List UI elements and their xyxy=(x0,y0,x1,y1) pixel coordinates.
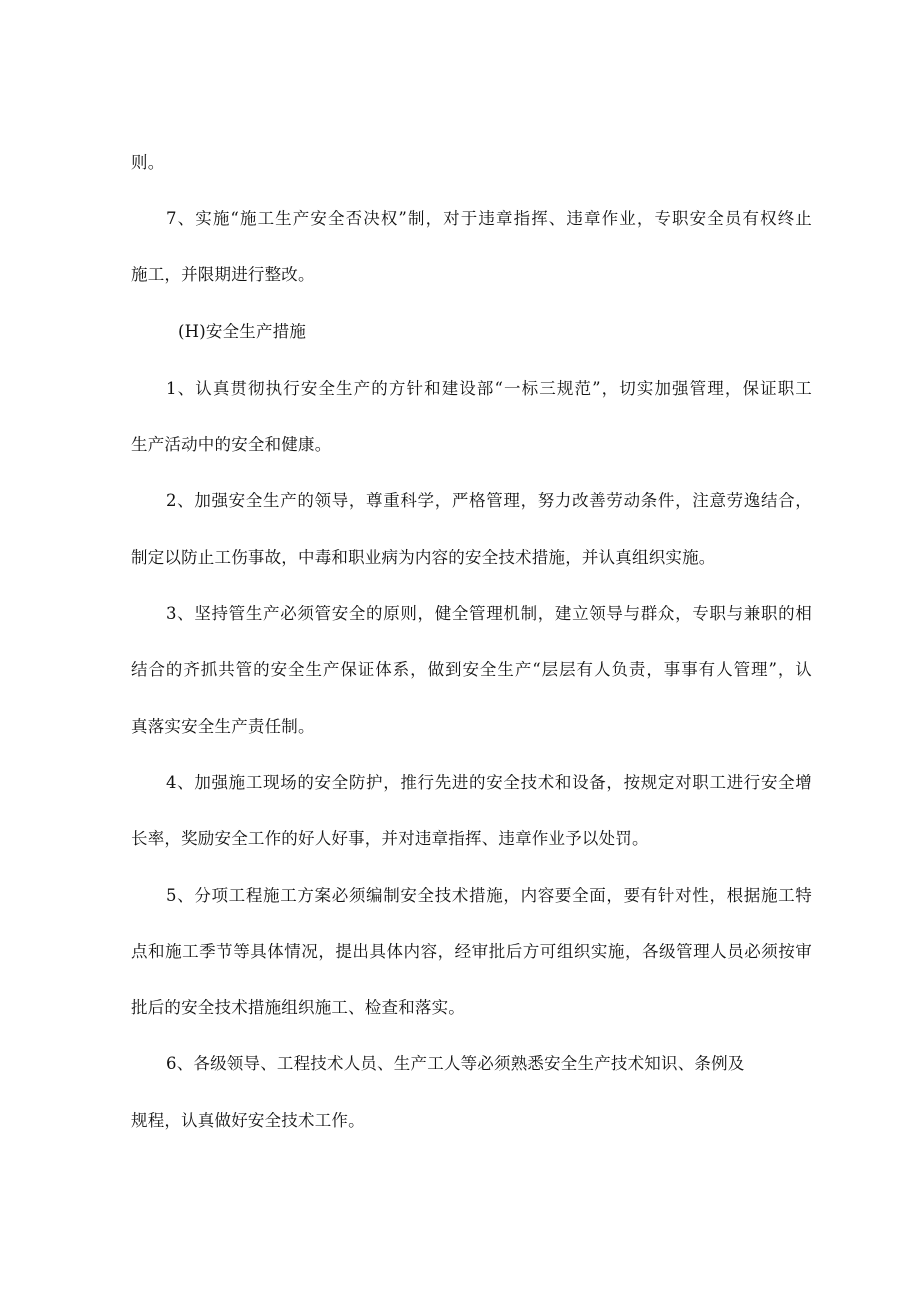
text-line-16: 批后的安全技术措施组织施工、检查和落实。 xyxy=(131,998,465,1017)
text-line-9: 3、坚持管生产必须管安全的原则，健全管理机制，建立领导与群众，专职与兼职的相 xyxy=(166,604,812,623)
text-line-8: 制定以防止工伤事故，中毒和职业病为内容的安全技术措施，并认真组织实施。 xyxy=(131,548,716,567)
text-line-15: 点和施工季节等具体情况，提出具体内容，经审批后方可组织实施，各级管理人员必须按审 xyxy=(131,942,812,961)
text-line-1: 则。 xyxy=(131,153,165,172)
text-line-6: 生产活动中的安全和健康。 xyxy=(131,435,332,454)
text-line-5: 1、认真贯彻执行安全生产的方针和建设部“一标三规范”，切实加强管理，保证职工 xyxy=(166,379,812,398)
text-line-7: 2、加强安全生产的领导，尊重科学，严格管理，努力改善劳动条件，注意劳逸结合， xyxy=(166,491,812,510)
text-line-11: 真落实安全生产责任制。 xyxy=(131,717,315,736)
text-line-18: 规程，认真做好安全技术工作。 xyxy=(131,1111,365,1130)
text-line-17: 6、各级领导、工程技术人员、生产工人等必须熟悉安全生产技术知识、条例及 xyxy=(166,1054,745,1073)
text-line-10: 结合的齐抓共管的安全生产保证体系，做到安全生产“层层有人负责，事事有人管理”，认 xyxy=(131,660,812,679)
section-heading: (H)安全生产措施 xyxy=(178,322,307,341)
text-line-13: 长率，奖励安全工作的好人好事，并对违章指挥、违章作业予以处罚。 xyxy=(131,829,649,848)
text-line-14: 5、分项工程施工方案必须编制安全技术措施，内容要全面，要有针对性，根据施工特 xyxy=(166,886,812,905)
text-line-12: 4、加强施工现场的安全防护，推行先进的安全技术和设备，按规定对职工进行安全增 xyxy=(166,773,812,792)
text-line-2: 7、实施“施工生产安全否决权”制，对于违章指挥、违章作业，专职安全员有权终止 xyxy=(166,209,812,228)
text-line-3: 施工，并限期进行整改。 xyxy=(131,265,315,284)
